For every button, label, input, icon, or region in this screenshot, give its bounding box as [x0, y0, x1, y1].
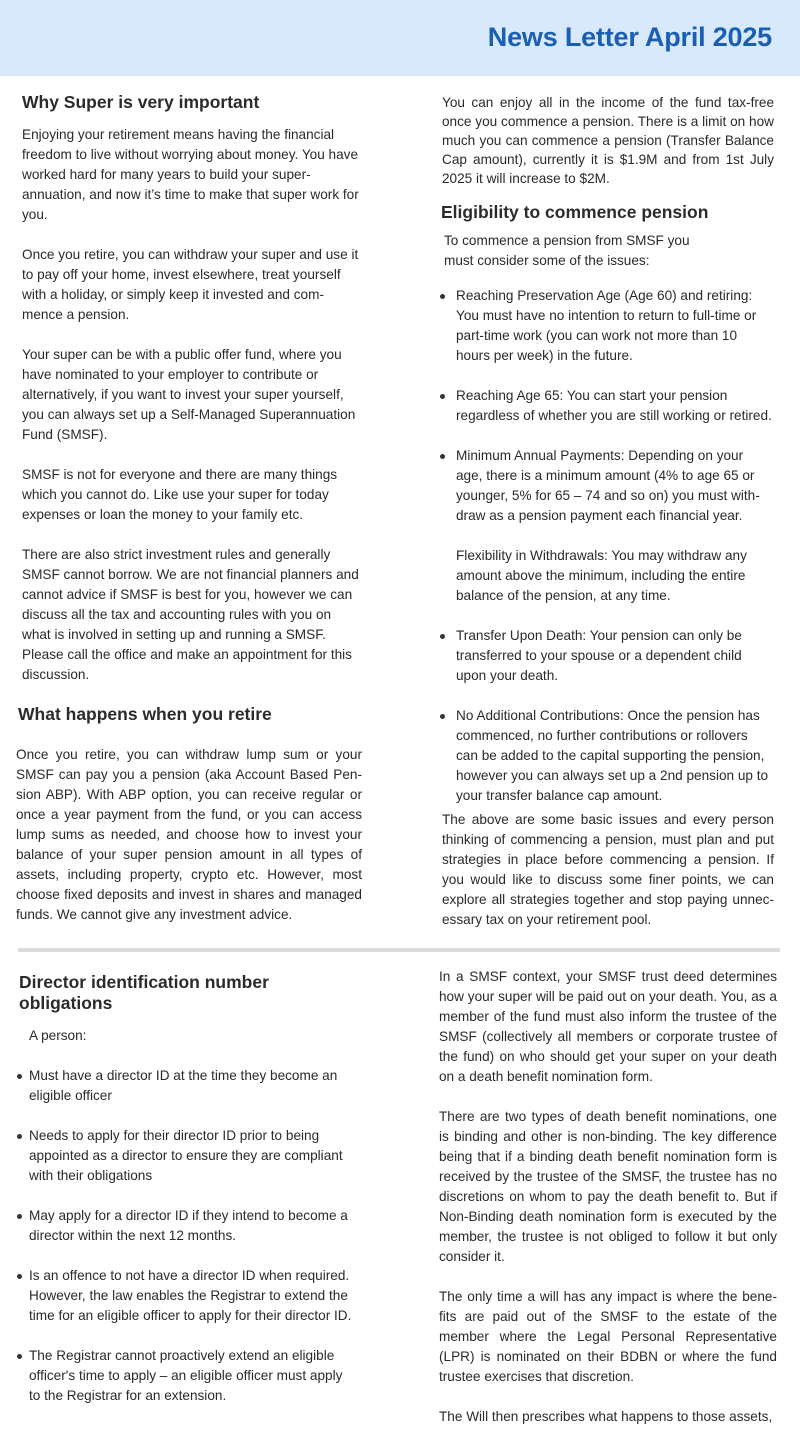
list-item: Flexibility in Withdrawals: You may withdraw any amount above the minimum, including the entire balance of the pension, at any time.	[456, 548, 747, 603]
paragraph: Enjoying your retirement means having the financial freedom to live without worrying about money. You have worked hard for many years to build your superannuation, and now it’s time to make that super work for you.	[22, 127, 359, 222]
paragraph: There are also strict investment rules and generally SMSF cannot borrow. We are not financial planners and cannot advice if SMSF is best for you, however we can discuss all the tax and accounting rules with you on what is involved in setting up and running a SMSF. Please call the office and make an appointment for this discussion.	[22, 547, 359, 682]
section-director-id	[19, 972, 359, 1426]
heading-director-id	[19, 972, 359, 1014]
heading-why-super: Why Super is very important	[22, 92, 260, 112]
director-lead: A person:	[29, 1028, 87, 1043]
list-item: Is an offence to not have a director ID when required. However, the law enables the Registrar to extend the time for an eligible officer to apply for their director ID.	[19, 1266, 355, 1326]
director-list	[19, 1066, 355, 1406]
newsletter-header	[0, 0, 800, 76]
section-divider	[18, 948, 780, 952]
newsletter-title: News Letter April 2025	[487, 22, 772, 52]
eligibility-lead: To commence a pension from SMSF you must consider some of the issues:	[444, 233, 690, 268]
section-pension-intro	[442, 93, 774, 950]
list-item: May apply for a director ID if they intend to become a director within the next 12 months.	[19, 1206, 355, 1246]
section-what-happens	[16, 704, 362, 945]
list-item: The Registrar cannot proactively extend an eligible officer's time to apply – an eligible officer must apply to the Registrar for an extension.	[19, 1346, 355, 1406]
list-item: Transfer Upon Death: Your pension can only be transferred to your spouse or a dependent child upon your death.	[442, 626, 772, 686]
heading-line: Director identification number	[19, 972, 269, 992]
heading-line: obligations	[19, 993, 113, 1013]
heading-what-happens: What happens when you retire	[18, 704, 272, 724]
list-item: Reaching Age 65: You can start your pension regardless of whether you are still working or retired.	[442, 386, 772, 426]
list-item: Needs to apply for their director ID prior to being appointed as a director to ensure they are compliant with their obligations	[19, 1126, 355, 1186]
list-item: Reaching Preservation Age (Age 60) and retiring: You must have no intention to return to full-time or part-time work (you can work not more than 10 hours per week) in the future.	[442, 286, 772, 366]
paragraph: The only time a will has any impact is where the benefits are paid out of the SMSF to the estate of the member where the Legal Personal Representative (LPR) is nominated on their BDBN or where the fund trustee exercises that discretion.	[439, 1289, 777, 1384]
list-item: Must have a director ID at the time they become an eligible officer	[19, 1066, 355, 1106]
eligibility-list	[442, 286, 772, 806]
paragraph: Once you retire, you can withdraw lump sum or your SMSF can pay you a pension (aka Account Based Pension ABP). With ABP option, you can receive regular or once a year payment from the fund, or you can access lump sums as needed, and choose how to invest your balance of your super pension amount in all types of assets, including property, crypto etc. However, most choose fixed deposits and invest in shares and managed funds. We cannot give any investment advice.	[16, 747, 362, 922]
paragraph: Once you retire, you can withdraw your super and use it to pay off your home, invest elsewhere, treat yourself with a holiday, or simply keep it invested and commence a pension.	[22, 247, 359, 322]
section-why-super	[22, 92, 360, 705]
section-death-benefit	[439, 967, 777, 1447]
paragraph: You can enjoy all in the income of the fund tax-free once you commence a pension. There is a limit on how much you can commence a pension (Transfer Balance Cap amount), currently it is $1.9M and from 1st July 2025 it will increase to $2M.	[442, 95, 774, 186]
paragraph: SMSF is not for everyone and there are many things which you cannot do. Like use your super for today expenses or loan the money to your family etc.	[22, 467, 338, 522]
paragraph: The above are some basic issues and every person thinking of commencing a pension, must plan and put strategies in place before commencing a pension. If you would like to discuss some finer points, we can explore all strategies together and stop paying unnecessary tax on your retirement pool.	[442, 812, 774, 927]
paragraph: Your super can be with a public offer fund, where you have nominated to your employer to contribute or alternatively, if you want to invest your super yourself, you can always set up a Self-Managed Superannuation Fund (SMSF).	[22, 347, 356, 442]
list-item: Minimum Annual Payments: Depending on your age, there is a minimum amount (4% to age 65 or younger, 5% for 65 – 74 and so on) you must withdraw as a pension payment each financial year.	[442, 446, 772, 526]
paragraph: The Will then prescribes what happens to those assets,	[439, 1409, 773, 1424]
list-item: No Additional Contributions: Once the pension has commenced, no further contributions or rollovers can be added to the capital supporting the pension, however you can always set up a 2nd pension up to your transfer balance cap amount.	[442, 706, 772, 806]
heading-eligibility: Eligibility to commence pension	[441, 202, 709, 222]
paragraph: In a SMSF context, your SMSF trust deed determines how your super will be paid out on your death. You, as a member of the fund must also inform the trustee of the SMSF (collectively all members or corporate trustee of the fund) on who should get your super on your death on a death benefit nomination form.	[439, 969, 777, 1084]
paragraph: There are two types of death benefit nominations, one is binding and other is non-binding. The key difference being that if a binding death benefit nomination form is received by the trustee of the SMSF, the trustee has no discretions on whom to pay the death benefit to. But if Non-Binding death nomination form is executed by the member, the trustee is not obliged to follow it but only consider it.	[439, 1109, 777, 1264]
